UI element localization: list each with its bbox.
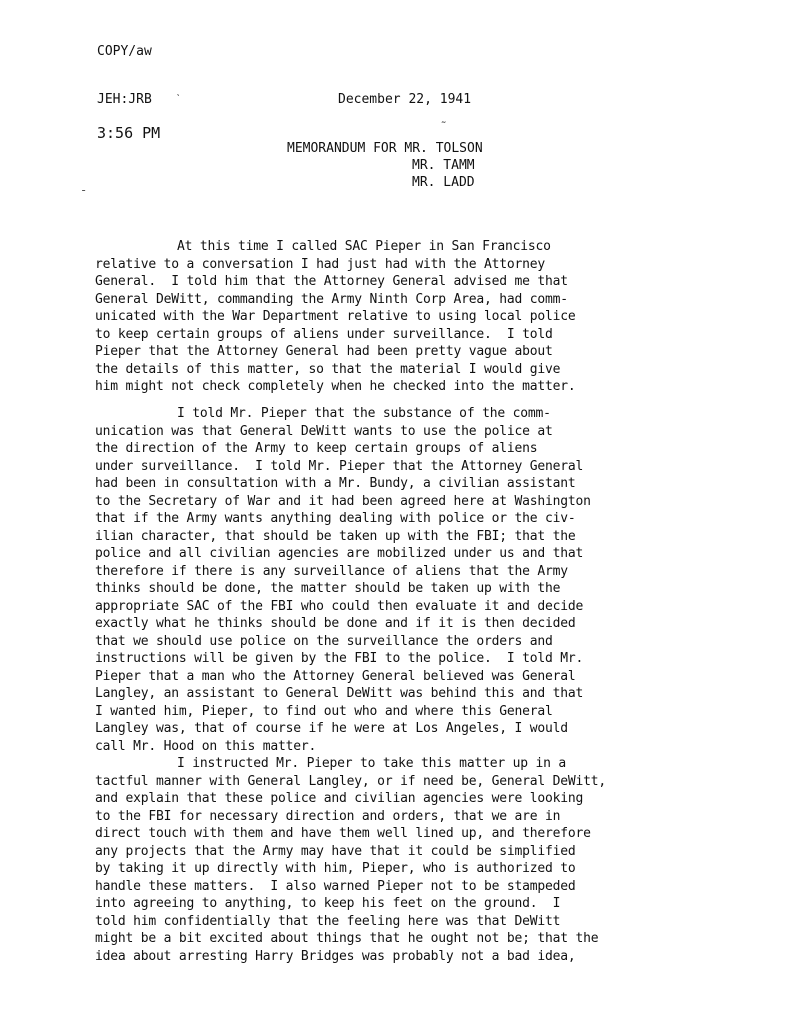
paragraph-line: instructions will be given by the FBI to the police. I told Mr. — [95, 651, 584, 666]
paragraph-line: told him confidentially that the feeling here was that DeWitt — [95, 913, 561, 929]
paragraph-line: that if the Army wants anything dealing with police or the civ- — [95, 511, 576, 526]
initials: JEH:JRB — [97, 92, 152, 107]
paragraph-line: might be a bit excited about things that he ought not be; that the — [95, 931, 599, 946]
paragraph-line: under surveillance. I told Mr. Pieper that the Attorney General — [95, 458, 584, 474]
memo-for-line: MEMORANDUM FOR MR. TOLSON — [287, 141, 483, 156]
paragraph-line: and explain that these police and civilian agencies were looking — [95, 791, 584, 806]
paragraph-line: General. I told him that the Attorney General advised me that — [95, 274, 568, 289]
paragraph-line: I instructed Mr. Pieper to take this matter up in a — [177, 756, 566, 771]
paragraph-line: General DeWitt, commanding the Army Ninth Corp Area, had comm- — [95, 291, 568, 307]
paragraph-line: handle these matters. I also warned Pieper not to be stampeded — [95, 878, 576, 894]
scan-mark: ˜ — [440, 120, 448, 134]
paragraph-line: unication was that General DeWitt wants to use the police at — [95, 423, 553, 439]
paragraph-line: the details of this matter, so that the material I would give — [95, 361, 561, 377]
paragraph-line: the direction of the Army to keep certain groups of aliens — [95, 441, 538, 456]
paragraph-line: call Mr. Hood on this matter. — [95, 738, 317, 754]
paragraph-line: Pieper that a man who the Attorney General believed was General — [95, 668, 576, 684]
paragraph-line: had been in consultation with a Mr. Bundy, a civilian assistant — [95, 476, 576, 491]
memo-date: December 22, 1941 — [338, 92, 472, 107]
paragraph-3 — [95, 755, 655, 965]
recipient-ladd: MR. LADD — [412, 175, 475, 190]
paragraph-line: by taking it up directly with him, Pieper, who is authorized to — [95, 861, 576, 876]
paragraph-line: that we should use police on the surveillance the orders and — [95, 633, 553, 649]
time-stamp: 3:56 PM — [97, 124, 161, 142]
paragraph-line: Langley, an assistant to General DeWitt was behind this and that — [95, 686, 584, 701]
paragraph-line: exactly what he thinks should be done and if it is then decided — [95, 616, 576, 631]
paragraph-line: thinks should be done, the matter should be taken up with the — [95, 581, 561, 596]
paragraph-line: to keep certain groups of aliens under surveillance. I told — [95, 326, 553, 342]
paragraph-line: any projects that the Army may have that it could be simplified — [95, 843, 576, 859]
paragraph-line: to the FBI for necessary direction and orders, that we are in — [95, 808, 561, 824]
paragraph-line: Pieper that the Attorney General had been pretty vague about — [95, 344, 553, 359]
scan-mark: ˋ — [175, 92, 183, 106]
paragraph-line: tactful manner with General Langley, or if need be, General DeWitt, — [95, 773, 606, 789]
paragraph-line: Langley was, that of course if he were at Los Angeles, I would — [95, 721, 568, 736]
scan-mark: - — [80, 183, 88, 197]
paragraph-line: unicated with the War Department relative to using local police — [95, 309, 576, 324]
paragraph-line: At this time I called SAC Pieper in San Francisco — [177, 239, 551, 254]
paragraph-line: relative to a conversation I had just had with the Attorney — [95, 256, 545, 272]
recipient-tamm: MR. TAMM — [412, 158, 475, 173]
paragraph-line: police and all civilian agencies are mobilized under us and that — [95, 546, 584, 561]
paragraph-line: therefore if there is any surveillance of aliens that the Army — [95, 563, 568, 579]
paragraph-line: to the Secretary of War and it had been agreed here at Washington — [95, 493, 591, 509]
paragraph-line: I told Mr. Pieper that the substance of the comm- — [177, 406, 551, 421]
copy-label: COPY/aw — [97, 44, 152, 59]
paragraph-line: ilian character, that should be taken up with the FBI; that the — [95, 528, 576, 544]
paragraph-1 — [95, 238, 655, 396]
paragraph-line: I wanted him, Pieper, to find out who and where this General — [95, 703, 553, 719]
paragraph-line: into agreeing to anything, to keep his feet on the ground. I — [95, 896, 561, 911]
paragraph-line: direct touch with them and have them well lined up, and therefore — [95, 826, 591, 841]
paragraph-line: appropriate SAC of the FBI who could then evaluate it and decide — [95, 598, 584, 614]
paragraph-line: idea about arresting Harry Bridges was probably not a bad idea, — [95, 948, 576, 964]
paragraph-2 — [95, 405, 655, 755]
paragraph-line: him might not check completely when he checked into the matter. — [95, 379, 576, 394]
